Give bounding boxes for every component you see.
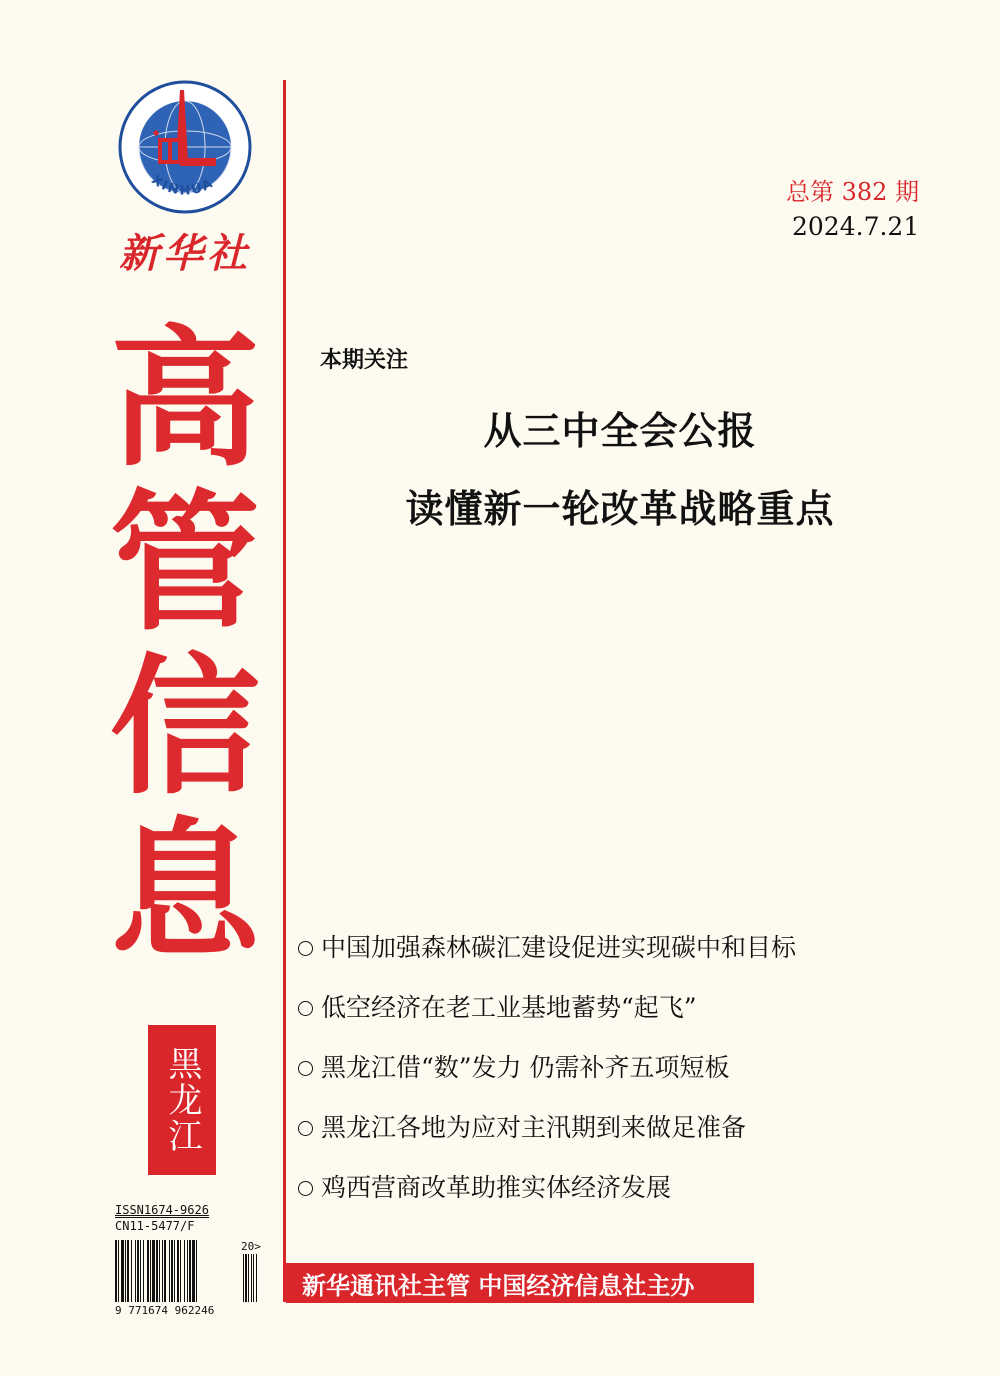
barcode-bar (164, 1240, 166, 1302)
article-title: 鸡西营商改革助推实体经济发展 (321, 1173, 672, 1202)
circle-bullet-icon (298, 1181, 313, 1196)
edition-name: 黑龙江 (162, 1046, 202, 1154)
masthead-char: 息 (109, 805, 260, 979)
list-item (298, 1156, 918, 1216)
barcode-bar (192, 1240, 195, 1302)
circle-bullet-icon (298, 1001, 313, 1016)
article-title: 黑龙江各地为应对主汛期到来做足准备 (321, 1113, 747, 1142)
focus-label: 本期关注 (320, 347, 409, 373)
barcode-bar (143, 1240, 144, 1302)
barcode-bar (135, 1240, 136, 1302)
issn-number: ISSN1674-9626 (115, 1203, 209, 1217)
publisher-text: 新华通讯社主管 中国经济信息社主办 (302, 1271, 695, 1300)
cn-number: CN11-5477/F (115, 1217, 209, 1233)
barcode-bar (159, 1240, 160, 1302)
barcode-bar (140, 1240, 141, 1302)
list-item (298, 916, 918, 976)
barcode-bar (121, 1240, 124, 1302)
article-title: 黑龙江借“数”发力 仍需补齐五项短板 (321, 1053, 730, 1082)
barcode-bar (196, 1240, 197, 1302)
publisher-bar (286, 1263, 754, 1303)
barcode (115, 1238, 285, 1316)
barcode-bar (169, 1240, 170, 1302)
masthead-title (100, 313, 270, 979)
barcode-bar (189, 1240, 191, 1302)
masthead-char: 管 (109, 477, 260, 651)
barcode-bar (177, 1240, 179, 1302)
barcode-bar (152, 1240, 155, 1302)
circle-bullet-icon (298, 1061, 313, 1076)
barcode-bar (184, 1240, 185, 1302)
barcode-bar (115, 1240, 117, 1302)
logo-text: XINHUA (148, 172, 217, 199)
article-list (298, 916, 918, 1216)
barcode-addon-bar (256, 1254, 257, 1302)
xinhua-logo (118, 80, 252, 214)
barcode-bar (156, 1240, 158, 1302)
agency-name: 新华社 (119, 230, 251, 277)
barcode-bar (150, 1240, 151, 1302)
issn-block (115, 1202, 209, 1233)
barcode-bar (187, 1240, 188, 1302)
barcode-digits: 9 771674 962246 (115, 1304, 215, 1316)
barcode-bar (118, 1240, 119, 1302)
issue-date: 2024.7.21 (792, 212, 920, 241)
list-item (298, 1036, 918, 1096)
barcode-addon-bar (251, 1254, 252, 1302)
list-item (298, 1096, 918, 1156)
barcode-bar (131, 1240, 132, 1302)
barcode-bar (171, 1240, 173, 1302)
article-title: 低空经济在老工业基地蓄势“起飞” (321, 993, 697, 1022)
article-title: 中国加强森林碳汇建设促进实现碳中和目标 (321, 933, 797, 962)
barcode-addon-bar (248, 1254, 249, 1302)
barcode-addon: 20> (241, 1240, 261, 1253)
barcode-addon-bar (243, 1254, 244, 1302)
vertical-divider (283, 80, 286, 1302)
barcode-bar (162, 1240, 163, 1302)
edition-badge (148, 1025, 216, 1175)
barcode-addon-bar (253, 1254, 254, 1302)
masthead-char: 信 (109, 641, 260, 815)
headline-line-1: 从三中全会公报 (483, 408, 757, 453)
masthead-char: 高 (109, 313, 260, 487)
barcode-bar (180, 1240, 181, 1302)
issue-number: 总第 382 期 (786, 178, 920, 206)
barcode-bar (137, 1240, 139, 1302)
barcode-bar (147, 1240, 149, 1302)
barcode-addon-bar (245, 1254, 247, 1302)
barcode-bar (125, 1240, 126, 1302)
headline-line-2: 读懂新一轮改革战略重点 (405, 486, 835, 531)
barcode-bar (127, 1240, 129, 1302)
circle-bullet-icon (298, 1121, 313, 1136)
barcode-bar (174, 1240, 175, 1302)
circle-bullet-icon (298, 941, 313, 956)
list-item (298, 976, 918, 1036)
